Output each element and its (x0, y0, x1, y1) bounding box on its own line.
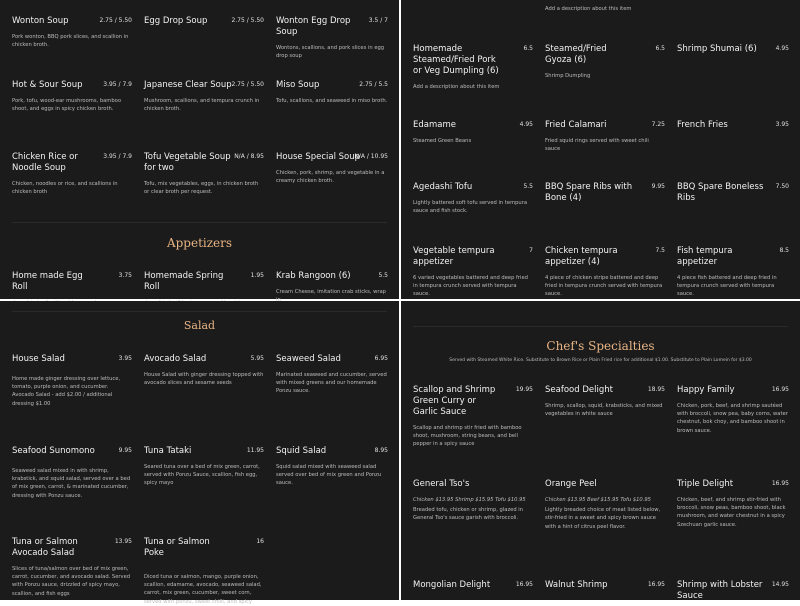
item-name: Seafood Delight (545, 385, 613, 395)
menu-item[interactable] (413, 120, 533, 145)
item-name: Chicken Rice or Noodle Soup (12, 152, 78, 173)
menu-item[interactable] (12, 80, 132, 113)
item-name: Steamed/Fried Gyoza (6) (545, 44, 607, 65)
item-desc: Breaded tofu, chicken or shrimp, glazed in General Tso's sauce garish with broccoli. (413, 507, 524, 522)
item-price: 8.5 (779, 247, 789, 254)
menu-item[interactable] (413, 182, 533, 215)
item-name: Miso Soup (276, 80, 320, 90)
item-price: 3.5 / 7 (368, 17, 388, 24)
section-title-chefs-specialties: Chef's Specialties (546, 339, 655, 353)
menu-item[interactable] (413, 479, 533, 523)
item-price: 7.50 (775, 183, 789, 190)
menu-item[interactable] (677, 246, 789, 299)
menu-item[interactable] (545, 385, 665, 418)
item-price: 2.75 / 5.50 (231, 81, 264, 88)
menu-item[interactable] (276, 152, 388, 185)
item-price: 11.95 (246, 447, 264, 454)
item-desc: Chicken, pork, shrimp, and vegetable in a creamy chicken broth. (276, 170, 385, 185)
item-price: 5.5 (378, 272, 388, 279)
item-price: 8.95 (374, 447, 388, 454)
item-price: 16.95 (647, 581, 665, 588)
item-name: Tuna Tataki (144, 446, 192, 456)
item-price: 5.5 (523, 183, 533, 190)
menu-item[interactable] (677, 120, 789, 131)
menu-item[interactable] (545, 120, 665, 153)
item-price: 3.95 / 7.9 (103, 81, 132, 88)
item-name: House Salad (12, 354, 65, 364)
item-name: Fish tempura appetizer (677, 246, 733, 267)
item-name: Home made Egg Roll (12, 271, 83, 292)
item-name: Homemade Steamed/Fried Pork or Veg Dumpling (6) (413, 44, 499, 76)
menu-item[interactable] (144, 80, 264, 113)
item-desc: Cream Cheese, imitation crab sticks, wrap (276, 289, 386, 295)
salad-panel (0, 301, 399, 605)
menu-item[interactable] (144, 537, 264, 606)
item-name: Orange Peel (545, 479, 597, 489)
item-name: Homemade Spring Roll (144, 271, 224, 292)
item-name: Wonton Soup (12, 16, 69, 26)
item-desc: Pork wonton, BBQ pork slices, and scallion in chicken broth. (12, 34, 129, 49)
item-price: 3.95 (118, 355, 132, 362)
item-price: 16.95 (515, 581, 533, 588)
item-name: Scallop and Shrimp Green Curry or Garlic Sauce (413, 385, 496, 417)
item-name: Vegetable tempura appetizer (413, 246, 495, 267)
appetizers-panel (401, 0, 800, 299)
item-desc: Diced tuna or salmon, mango, purple onion, scallion, edamame, avocado, seaweed salad, carrot, mix green, cucumber, sweet corn, served with ponzu, sweet chilli, and spicy (144, 574, 262, 605)
item-name: Mongolian Delight (413, 580, 491, 590)
menu-item[interactable] (677, 182, 789, 204)
item-price: 6.5 (523, 45, 533, 52)
item-price: 14.95 (771, 581, 789, 588)
item-desc: Add a description about this item (545, 6, 632, 12)
section-title-salad: Salad (183, 319, 216, 332)
item-price: 2.75 / 5.5 (359, 81, 388, 88)
item-price-options: Chicken $13.95 Shrimp $15.95 Tofu $10.95 (413, 497, 526, 503)
item-desc: Chicken, beef, and shrimp stir-fried with broccoli, snow peas, bamboo shoot, black mushroom, and water chestnut in a spicy Szechuan garlic sauce. (677, 497, 786, 528)
section-divider (12, 311, 387, 312)
item-name: House Special Soup (276, 152, 361, 162)
item-name: Agedashi Tofu (413, 182, 473, 192)
item-name: Avocado Salad (144, 354, 207, 364)
item-desc: Lightly breaded choice of meat listed below, stir-fried in a sweet and spicy brown sauce with a hint of citrus peel flavor. (545, 507, 661, 530)
menu-item[interactable] (545, 580, 665, 591)
menu-item[interactable] (413, 385, 533, 449)
menu-item[interactable] (276, 16, 388, 60)
item-price: N/A / 10.95 (354, 153, 388, 160)
item-price: 3.95 (775, 121, 789, 128)
item-price: 3.75 (118, 272, 132, 279)
item-name: Shrimp with Lobster Sauce (677, 580, 763, 601)
item-price: 6.5 (655, 45, 665, 52)
item-name: Japanese Clear Soup (144, 80, 232, 90)
item-name: Edamame (413, 120, 456, 130)
item-desc: Pork, tofu, wood-ear mushrooms, bamboo shoot, and eggs in spicy chicken broth. (12, 98, 121, 113)
item-desc: Seared tuna over a bed of mix green, carrot, served with Ponzu Sauce, scallion, fish egg, spicy mayo (144, 464, 260, 487)
item-desc: Add a description about this item (413, 84, 500, 90)
menu-item[interactable] (144, 446, 264, 488)
menu-item[interactable] (677, 44, 789, 55)
menu-item[interactable] (677, 385, 789, 435)
item-desc: Tofu, scallions, and seaweed in miso broth. (276, 98, 388, 104)
menu-item[interactable] (276, 271, 388, 304)
item-desc: Tofu, mix vegetables, eggs, in chicken broth or clear broth per request. (144, 181, 259, 196)
item-desc: Shrimp, scallop, squid, krabsticks, and mixed vegetables in white sauce (545, 403, 663, 418)
item-desc: Wontons, scallions, and pork slices in egg drop soup (276, 45, 385, 60)
item-price: 16 (256, 538, 264, 545)
menu-item[interactable] (144, 152, 264, 196)
item-price: N/A / 8.95 (234, 153, 264, 160)
menu-item[interactable] (677, 580, 789, 602)
item-price: 7.25 (651, 121, 665, 128)
item-desc: Marinated seaweed and cucumber, served with mixed greens and our homemade Ponzu sauce. (276, 372, 387, 395)
menu-item[interactable] (144, 16, 264, 27)
item-price-options: Chicken $13.95 Beef $15.95 Tofu $10.95 (545, 497, 651, 503)
item-price: 3.95 / 7.9 (103, 153, 132, 160)
item-name: Tuna or Salmon Poke (144, 537, 210, 558)
item-name: Seaweed Salad (276, 354, 341, 364)
item-name: BBQ Spare Ribs with Bone (4) (545, 182, 633, 203)
item-name: Shrimp Shumai (6) (677, 44, 757, 54)
item-name: Happy Family (677, 385, 735, 395)
item-price: 18.95 (647, 386, 665, 393)
menu-item[interactable] (276, 354, 388, 396)
item-price: 1.95 (250, 272, 264, 279)
item-desc: Squid salad mixed with seaweed salad served over bed of mix green and Ponzu sauce. (276, 464, 382, 487)
section-divider (12, 222, 387, 223)
menu-item[interactable] (12, 537, 132, 598)
item-desc: Steamed Green Beans (413, 138, 472, 144)
item-price: 9.95 (651, 183, 665, 190)
item-desc: 6 varied vegetables battered and deep fried in tempura crunch served with tempura sauce. (413, 275, 528, 298)
item-name: Wonton Egg Drop Soup (276, 16, 351, 37)
menu-item[interactable] (413, 580, 533, 591)
item-desc: Shrimp Dumpling (545, 73, 591, 79)
item-desc: House Salad with ginger dressing topped with avocado slices and sesame seeds (144, 372, 264, 387)
soup-panel (0, 0, 399, 299)
menu-item[interactable] (413, 44, 533, 91)
menu-item[interactable] (545, 44, 665, 80)
item-price: 6.95 (374, 355, 388, 362)
item-desc: Fried squid rings served with sweet chili sauce (545, 138, 649, 153)
item-name: Egg Drop Soup (144, 16, 208, 26)
item-name: Chicken tempura appetizer (4) (545, 246, 618, 267)
item-desc: Seaweed salad mixed in with shrimp, krabstick, and squid salad, served over a bed of mix green, carrot, & marinated cucumber, dressing with Ponzu sauce. (12, 468, 131, 499)
menu-item[interactable] (545, 182, 665, 204)
item-price: 19.95 (515, 386, 533, 393)
item-name: French Fries (677, 120, 728, 130)
menu-item[interactable] (12, 446, 132, 500)
menu-item[interactable] (413, 246, 533, 299)
item-name: Fried Calamari (545, 120, 607, 130)
menu-item[interactable] (12, 152, 132, 196)
item-name: Hot & Sour Soup (12, 80, 83, 90)
section-title-appetizers: Appetizers (166, 236, 233, 250)
menu-item[interactable] (276, 80, 388, 105)
item-desc: 4 piece fish battered and deep fried in tempura crunch served with tempura sauce. (677, 275, 777, 298)
item-desc: Chicken, pork, beef, and shrimp sautéed with broccoli, snow pea, baby corns, water chestnut, bok choy, and bamboo shoot in brown sauce. (677, 403, 788, 434)
menu-item[interactable] (276, 446, 388, 488)
menu-item[interactable] (677, 479, 789, 529)
menu-item[interactable] (12, 16, 132, 49)
item-price: 13.95 (114, 538, 132, 545)
item-price: 7.5 (655, 247, 665, 254)
item-price: 2.75 / 5.50 (99, 17, 132, 24)
item-price: 9.95 (118, 447, 132, 454)
item-name: Walnut Shrimp (545, 580, 608, 590)
item-price: 16.95 (771, 480, 789, 487)
item-price: 16.95 (771, 386, 789, 393)
item-price: 5.95 (250, 355, 264, 362)
item-desc: Home made ginger dressing over lettuce, tomato, purple onion, and cucumber. Avocado Salad - add $2.00 / additional dressing $1.00 (12, 376, 121, 407)
item-desc: Chicken, noodles or rice, and scallions in chicken broth (12, 181, 118, 196)
item-price: 2.75 / 5.50 (231, 17, 264, 24)
item-price: 4.95 (775, 45, 789, 52)
item-price: 7 (529, 247, 533, 254)
item-name: Seafood Sunomono (12, 446, 95, 456)
item-desc: Lightly battered soft tofu served in tempura sauce and fish stock. (413, 200, 528, 215)
menu-item[interactable] (144, 354, 264, 387)
item-name: BBQ Spare Boneless Ribs (677, 182, 764, 203)
item-name: Squid Salad (276, 446, 327, 456)
item-name: Tofu Vegetable Soup for two (144, 152, 231, 173)
item-desc: Scallop and shrimp stir fried with bamboo shoot, mushroom, string beans, and bell pepper in a spicy sauce (413, 425, 522, 448)
item-name: Triple Delight (677, 479, 734, 489)
menu-item[interactable] (545, 246, 665, 299)
item-price: 4.95 (519, 121, 533, 128)
menu-item[interactable] (12, 354, 132, 408)
item-desc: 4 piece of chicken stripe battered and deep fried in tempura crunch served with tempura sauce. (545, 275, 663, 298)
chefs-specialties-panel (401, 301, 800, 600)
item-desc: Slices of tuna/salmon over bed of mix green, carrot, cucumber, and avocado salad. Served with Ponzu sauce, drizzled of spicy mayo, scallion, and fish eggs (12, 566, 131, 597)
item-name: Tuna or Salmon Avocado Salad (12, 537, 78, 558)
item-name: General Tso's (413, 479, 470, 489)
item-name: Krab Rangoon (6) (276, 271, 351, 281)
section-divider (413, 326, 788, 327)
item-desc: Mushroom, scallions, and tempura crunch in chicken broth. (144, 98, 260, 113)
section-subtitle: Served with Steamed White Rice. Substitute to Brown Rice or Plain Fried rice for additional $1.00. Substitute to Plain Lomein for $3.00 (449, 358, 752, 363)
menu-item[interactable] (545, 479, 665, 531)
